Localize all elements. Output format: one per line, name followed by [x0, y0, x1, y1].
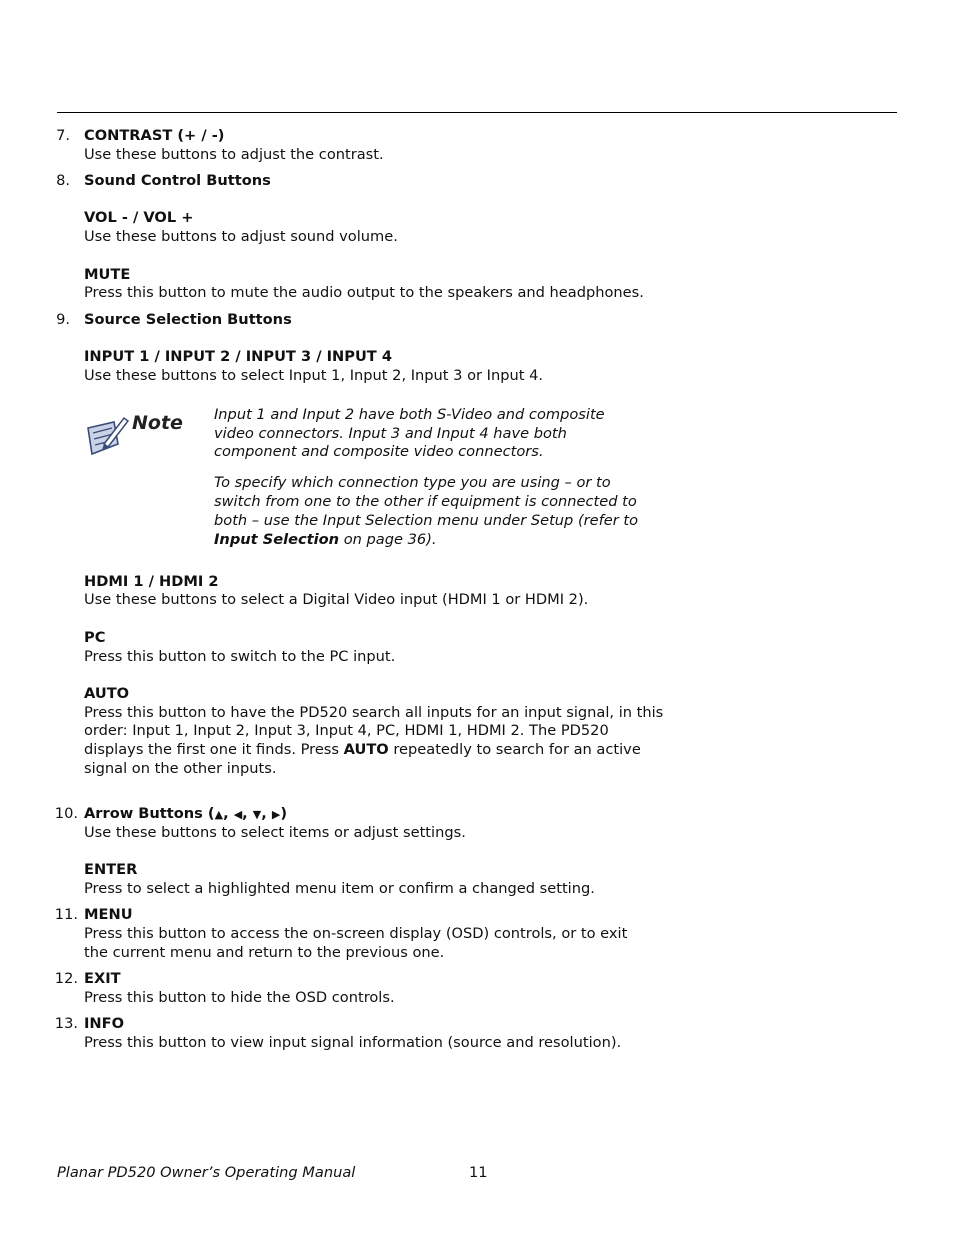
- separator: ,: [223, 805, 234, 822]
- item-desc: Press this button to access the on-screen display (OSD) controls, or to exit: [84, 925, 628, 942]
- item-desc: Press this button to have the PD520 search all inputs for an input signal, in this: [84, 704, 664, 721]
- item-title-menu: MENU: [84, 906, 133, 923]
- item-desc: Use these buttons to adjust the contrast.: [84, 146, 384, 163]
- item-desc: Use these buttons to select a Digital Video input (HDMI 1 or HDMI 2).: [84, 591, 589, 608]
- footer-page-number: 11: [469, 1164, 488, 1181]
- item-title-arrows: [84, 804, 287, 824]
- header-rule: [57, 112, 897, 113]
- auto-keyword: AUTO: [343, 741, 389, 758]
- item-title-exit: EXIT: [84, 970, 121, 987]
- separator: ,: [261, 805, 272, 822]
- item-number: 7.: [56, 127, 70, 144]
- item-desc: order: Input 1, Input 2, Input 3, Input 4, PC, HDMI 1, HDMI 2. The PD520: [84, 722, 609, 739]
- item-desc: Press this button to switch to the PC input.: [84, 648, 396, 665]
- note-text: To specify which connection type you are using – or to: [214, 474, 611, 491]
- subhead-pc: PC: [84, 629, 106, 646]
- subhead-input: INPUT 1 / INPUT 2 / INPUT 3 / INPUT 4: [84, 348, 392, 365]
- right-arrow-icon: ▶: [271, 808, 281, 821]
- item-desc: Press this button to mute the audio output to the speakers and headphones.: [84, 284, 644, 301]
- note-label: Note: [132, 412, 183, 434]
- item-title-sound: Sound Control Buttons: [84, 172, 271, 189]
- item-desc: Press to select a highlighted menu item or confirm a changed setting.: [84, 880, 595, 897]
- left-arrow-icon: ◀: [233, 808, 243, 821]
- title-run: ): [280, 805, 288, 822]
- subhead-vol: VOL - / VOL +: [84, 209, 194, 226]
- subhead-enter: ENTER: [84, 861, 138, 878]
- item-number: 13.: [54, 1015, 78, 1032]
- separator: ,: [242, 805, 253, 822]
- text-run: displays the first one it finds. Press: [84, 741, 344, 758]
- footer-manual-title: Planar PD520 Owner’s Operating Manual: [57, 1164, 356, 1181]
- subhead-hdmi: HDMI 1 / HDMI 2: [84, 573, 219, 590]
- item-desc: Press this button to view input signal information (source and resolution).: [84, 1034, 622, 1051]
- up-arrow-icon: ▲: [214, 808, 224, 821]
- item-title-source: Source Selection Buttons: [84, 311, 292, 328]
- note-text-rest: on page 36).: [339, 531, 437, 548]
- note-text: [214, 530, 437, 549]
- item-desc: Press this button to hide the OSD controls.: [84, 989, 395, 1006]
- item-number: 10.: [54, 805, 78, 822]
- item-desc: Use these buttons to select Input 1, Input 2, Input 3 or Input 4.: [84, 367, 543, 384]
- down-arrow-icon: ▼: [252, 808, 262, 821]
- item-desc: [84, 740, 641, 759]
- item-number: 9.: [56, 311, 70, 328]
- note-reference-link[interactable]: Input Selection: [214, 531, 340, 548]
- item-number: 8.: [56, 172, 70, 189]
- note-text: both – use the Input Selection menu under Setup (refer to: [214, 512, 639, 529]
- item-desc: signal on the other inputs.: [84, 760, 277, 777]
- note-text: Input 1 and Input 2 have both S-Video and composite: [214, 406, 605, 423]
- note-text: video connectors. Input 3 and Input 4 have both: [214, 425, 567, 442]
- subhead-mute: MUTE: [84, 266, 131, 283]
- item-desc: Use these buttons to select items or adjust settings.: [84, 824, 466, 841]
- note-text: component and composite video connectors.: [214, 443, 544, 460]
- item-desc: Use these buttons to adjust sound volume.: [84, 228, 398, 245]
- item-number: 12.: [54, 970, 78, 987]
- item-number: 11.: [54, 906, 78, 923]
- note-pencil-icon: [84, 414, 132, 458]
- item-title-info: INFO: [84, 1015, 125, 1032]
- note-text: switch from one to the other if equipment is connected to: [214, 493, 637, 510]
- item-title-contrast: CONTRAST (+ / -): [84, 127, 225, 144]
- text-run: repeatedly to search for an active: [388, 741, 641, 758]
- title-run: Arrow Buttons (: [84, 805, 215, 822]
- subhead-auto: AUTO: [84, 685, 130, 702]
- item-desc: the current menu and return to the previous one.: [84, 944, 445, 961]
